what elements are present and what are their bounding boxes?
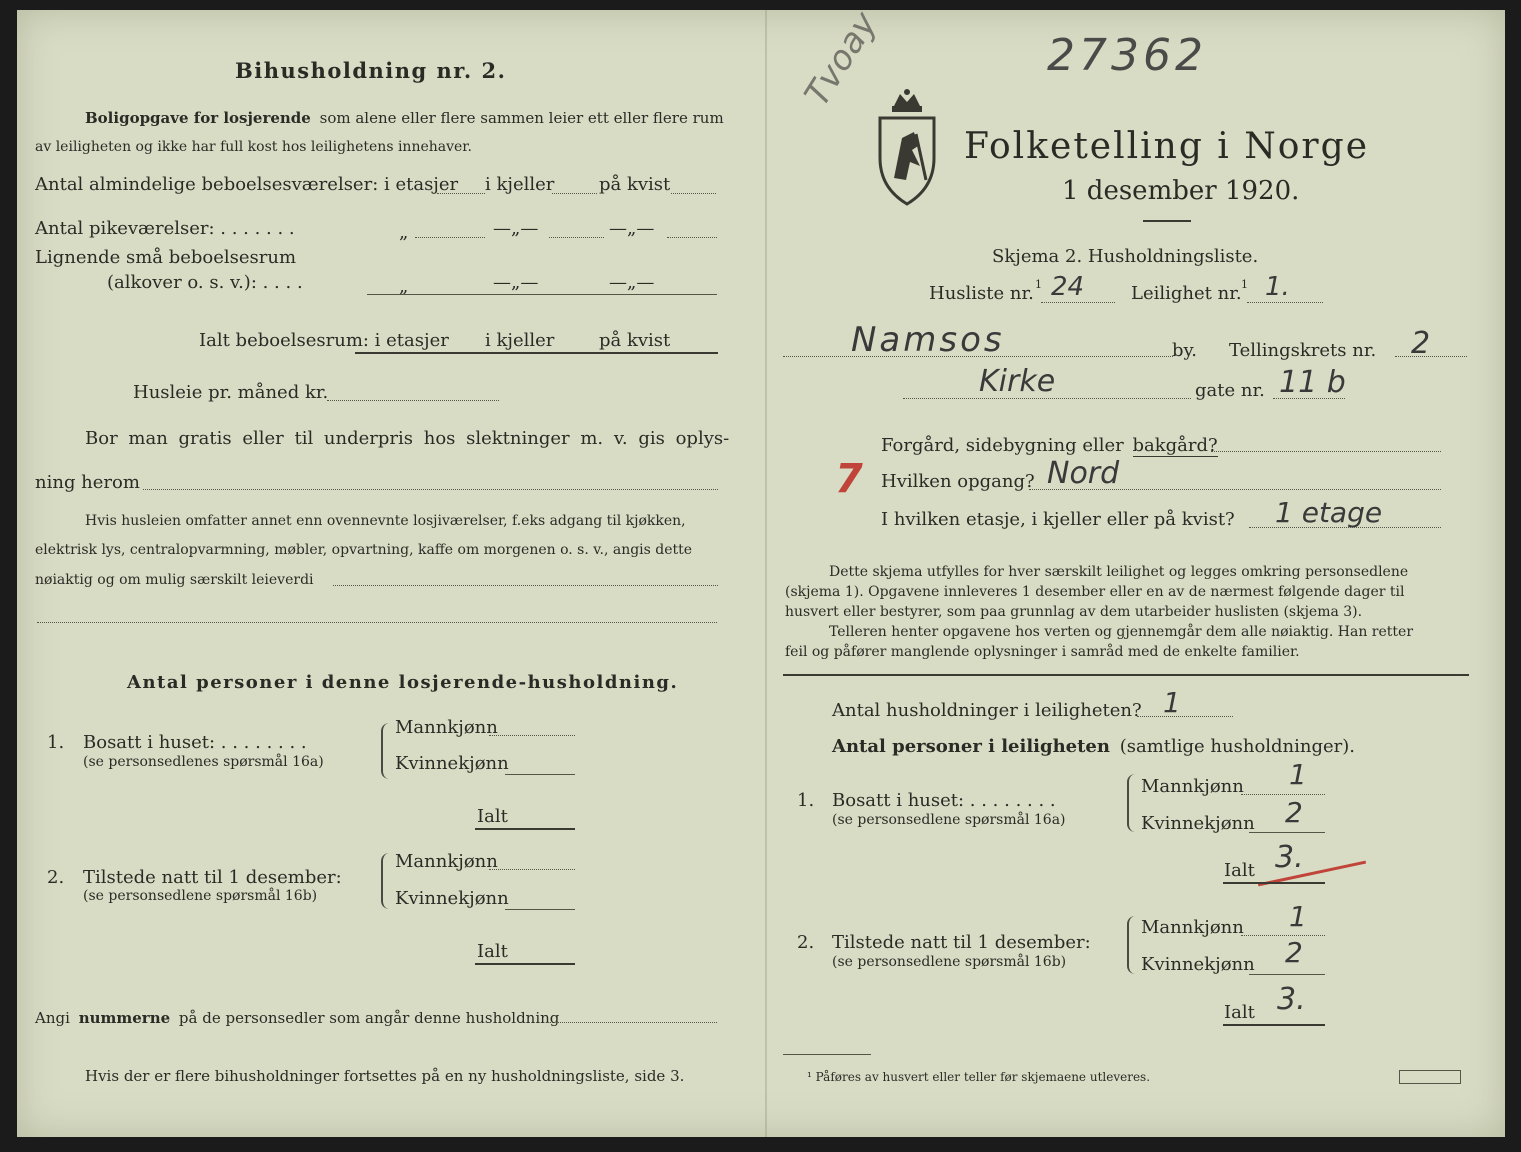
title-divider (1143, 220, 1191, 222)
antal-husholdninger-value: 1 (1163, 686, 1181, 719)
left-item1-label: Bosatt i huset: . . . . . . . . (83, 732, 307, 753)
hvis-line-3: nøiaktig og om mulig særskilt leieverdi (35, 572, 314, 588)
angi-a: Angi (35, 1009, 70, 1027)
dette-line-1: Dette skjema utfylles for hver særskilt leilighet og legges omkring personsedlene (829, 564, 1409, 580)
printer-mark-icon (1399, 1070, 1461, 1084)
antal-personer-rest: (samtlige husholdninger). (1119, 736, 1356, 757)
antal-personer-bold: Antal personer i leiligheten (832, 736, 1110, 757)
intro-bold: Boligopgave for losjerende (85, 109, 311, 127)
forgaard-label (881, 435, 1218, 456)
right-item2-mann-field[interactable] (1241, 935, 1325, 936)
bor-man-field[interactable] (143, 489, 718, 490)
bor-man-line-1: Bor man gratis eller til underpris hos slektninger m. v. gis oplys- (85, 428, 730, 449)
ditto-mark-2: „ (399, 276, 409, 297)
left-item2-kvinne-label: Kvinnekjønn (395, 888, 509, 909)
right-item1-kvinne-value: 2 (1285, 796, 1303, 829)
footnote-text: ¹ Påføres av husvert eller teller før skjemaene utleveres. (807, 1070, 1151, 1084)
right-item1-note: (se personsedlene spørsmål 16a) (832, 812, 1066, 828)
lignende-label-1: Lignende små beboelsesrum (35, 247, 297, 268)
right-item2-mann-value: 1 (1289, 900, 1307, 933)
ditto-dash-4: —„— (609, 272, 655, 293)
left-antal-personer-heading: Antal personer i denne losjerende-husholdning. (127, 672, 679, 693)
angi-line (35, 1009, 559, 1027)
forgaard-field[interactable] (1211, 451, 1441, 452)
opgang-value: Nord (1047, 456, 1120, 491)
opgang-label: Hvilken opgang? (881, 471, 1035, 492)
husleie-label: Husleie pr. måned kr. (133, 382, 329, 403)
left-item1-brace (381, 723, 389, 779)
husliste-footnote-mark: 1 (1035, 278, 1042, 291)
pike-etasjer-field[interactable] (415, 237, 485, 238)
hvis-line-2: elektrisk lys, centralopvarmning, møbler, opvartning, kaffe om morgenen o. s. v., angis dette (35, 542, 693, 558)
hvis-line-1: Hvis husleien omfatter annet enn ovennevnte losjiværelser, f.eks adgang til kjøkken, (85, 513, 686, 529)
leieverdi-field[interactable] (333, 585, 718, 586)
dette-line-3: husvert eller bestyrer, som paa grunnlag av dem utarbeider huslisten (skjema 3). (785, 604, 1363, 620)
etasje-field[interactable] (1249, 527, 1441, 528)
footnote-rule (783, 1054, 871, 1055)
tellingskrets-value: 2 (1411, 326, 1431, 361)
intro-line-1 (85, 109, 724, 127)
leieverdi-field-2[interactable] (37, 622, 717, 623)
right-item2-label: Tilstede natt til 1 desember: (832, 932, 1091, 953)
ditto-dash-2: —„— (609, 218, 655, 239)
angi-field[interactable] (547, 1022, 717, 1023)
left-title: Bihusholdning nr. 2. (235, 58, 507, 83)
left-item2-mann-field[interactable] (489, 869, 575, 870)
leilighet-field[interactable] (1247, 302, 1323, 303)
lignende-field[interactable] (367, 294, 717, 295)
right-item1-kvinne-label: Kvinnekjønn (1141, 813, 1255, 834)
by-field[interactable] (783, 356, 1173, 357)
gate-nr-field[interactable] (1273, 398, 1345, 399)
right-item2-mann-label: Mannkjønn (1141, 917, 1244, 938)
etasjer-field[interactable] (437, 193, 485, 194)
right-item2-kvinne-label: Kvinnekjønn (1141, 954, 1255, 975)
pikevaerelser-label: Antal pikeværelser: . . . . . . . (35, 218, 295, 239)
husleie-field[interactable] (327, 400, 499, 401)
ialt-beboelsesrum-label: Ialt beboelsesrum: i etasjer (199, 330, 449, 351)
ialt-kjeller-label: i kjeller (485, 330, 555, 351)
angi-b: nummerne (78, 1009, 171, 1027)
right-item2-ialt-value: 3. (1277, 982, 1306, 1017)
right-item1-mann-value: 1 (1289, 758, 1307, 791)
left-item2-brace (381, 853, 389, 909)
ialt-kvist-label: på kvist (599, 330, 671, 351)
ditto-mark: „ (399, 222, 409, 243)
dette-line-2: (skjema 1). Opgavene innleveres 1 desember eller en av de nærmest følgende dager til (785, 584, 1405, 600)
bakgaard-underlined: bakgård? (1132, 435, 1218, 456)
right-item1-number: 1. (797, 790, 815, 811)
antal-almindelige-label: Antal almindelige beboelsesværelser: i etasjer (35, 174, 459, 195)
right-item1-kvinne-field[interactable] (1249, 832, 1325, 833)
gate-label: gate nr. (1195, 380, 1265, 401)
left-item1-kvinne-label: Kvinnekjønn (395, 753, 509, 774)
hvis-flere-note: Hvis der er flere bihusholdninger fortsettes på en ny husholdningsliste, side 3. (85, 1067, 685, 1085)
right-item2-kvinne-field[interactable] (1249, 974, 1325, 975)
right-item2-ialt-field[interactable] (1223, 1024, 1325, 1026)
left-item2-note: (se personsedlene spørsmål 16b) (83, 888, 318, 904)
telleren-line-2: feil og påfører manglende oplysninger i samråd med de enkelte familier. (785, 644, 1300, 660)
left-item1-kvinne-field[interactable] (505, 774, 575, 775)
left-item1-note: (se personsedlenes spørsmål 16a) (83, 754, 324, 770)
by-label: by. (1172, 340, 1198, 361)
opgang-field[interactable] (1029, 489, 1441, 490)
ditto-dash-3: —„— (493, 272, 539, 293)
left-item1-number: 1. (47, 732, 65, 753)
left-item2-ialt-label: Ialt (477, 941, 508, 962)
tellingskrets-field[interactable] (1395, 356, 1467, 357)
gate-nr-value: 11 b (1279, 365, 1346, 400)
ditto-dash-1: —„— (493, 218, 539, 239)
angi-c: på de personsedler som angår denne husholdning (178, 1009, 560, 1027)
census-form-sheet (17, 4, 1505, 1137)
intro-line-2: av leiligheten og ikke har full kost hos leilighetens innehaver. (35, 139, 472, 155)
coat-of-arms-icon (872, 88, 942, 208)
husliste-label: Husliste nr. (929, 283, 1034, 304)
gate-value: Kirke (979, 364, 1056, 399)
left-item1-mann-label: Mannkjønn (395, 717, 498, 738)
antal-personer-heading (832, 736, 1355, 757)
kjeller-field[interactable] (552, 193, 597, 194)
etasje-value: 1 etage (1275, 496, 1383, 529)
right-item1-ialt-label: Ialt (1224, 860, 1255, 881)
telleren-line-1: Telleren henter opgavene hos verten og gjennemgår dem alle nøiaktig. Han retter (829, 624, 1414, 640)
husliste-value: 24 (1051, 272, 1085, 302)
intro-rest: som alene eller flere sammen leier ett eller flere rum (319, 109, 724, 127)
ialt-beboelsesrum-field[interactable] (355, 352, 718, 354)
gate-field[interactable] (903, 398, 1191, 399)
section-divider (783, 674, 1469, 676)
leilighet-value: 1. (1265, 272, 1290, 302)
left-item2-ialt-field[interactable] (475, 963, 575, 965)
leilighet-footnote-mark: 1 (1241, 278, 1248, 291)
left-item1-ialt-field[interactable] (475, 828, 575, 830)
right-item2-ialt-label: Ialt (1224, 1002, 1255, 1023)
husliste-field[interactable] (1041, 302, 1115, 303)
left-item2-label: Tilstede natt til 1 desember: (83, 867, 342, 888)
antal-husholdninger-field[interactable] (1137, 716, 1233, 717)
red-correction-mark: 7 (835, 456, 863, 502)
form-title: Folketelling i Norge (964, 126, 1369, 167)
page-fold (765, 10, 767, 1137)
right-item2-brace (1127, 916, 1135, 974)
right-item1-label: Bosatt i huset: . . . . . . . . (832, 790, 1056, 811)
kvist-label: på kvist (599, 174, 671, 195)
etasje-label: I hvilken etasje, i kjeller eller på kvist? (881, 509, 1235, 530)
right-item1-mann-label: Mannkjønn (1141, 776, 1244, 797)
right-item1-ialt-value: 3. (1275, 840, 1304, 875)
antal-husholdninger-label: Antal husholdninger i leiligheten? (832, 700, 1142, 721)
left-item1-mann-field[interactable] (489, 735, 575, 736)
left-item2-kvinne-field[interactable] (505, 909, 575, 910)
by-value: Namsos (851, 320, 1005, 360)
right-item2-kvinne-value: 2 (1285, 936, 1303, 969)
skjema-label: Skjema 2. Husholdningsliste. (992, 246, 1259, 267)
right-item2-note: (se personsedlene spørsmål 16b) (832, 954, 1067, 970)
lignende-label-2: (alkover o. s. v.): . . . . (107, 272, 303, 293)
stamp-word: Tvoay (797, 4, 886, 114)
left-item2-mann-label: Mannkjønn (395, 851, 498, 872)
right-item1-mann-field[interactable] (1241, 794, 1325, 795)
kjeller-label: i kjeller (485, 174, 555, 195)
tellingskrets-label: Tellingskrets nr. (1229, 340, 1377, 361)
form-date: 1 desember 1920. (1062, 176, 1300, 206)
leilighet-label: Leilighet nr. (1131, 283, 1242, 304)
right-item2-number: 2. (797, 932, 815, 953)
archive-number: 27362 (1047, 30, 1207, 81)
right-item1-ialt-field[interactable] (1223, 882, 1325, 884)
left-item2-number: 2. (47, 867, 65, 888)
pike-kvist-field[interactable] (667, 237, 717, 238)
left-item1-ialt-label: Ialt (477, 806, 508, 827)
bor-man-line-2: ning herom (35, 472, 140, 493)
forgaard-text: Forgård, sidebygning eller (881, 435, 1124, 456)
pike-kjeller-field[interactable] (549, 237, 604, 238)
kvist-field[interactable] (671, 193, 716, 194)
right-item1-brace (1127, 774, 1135, 832)
